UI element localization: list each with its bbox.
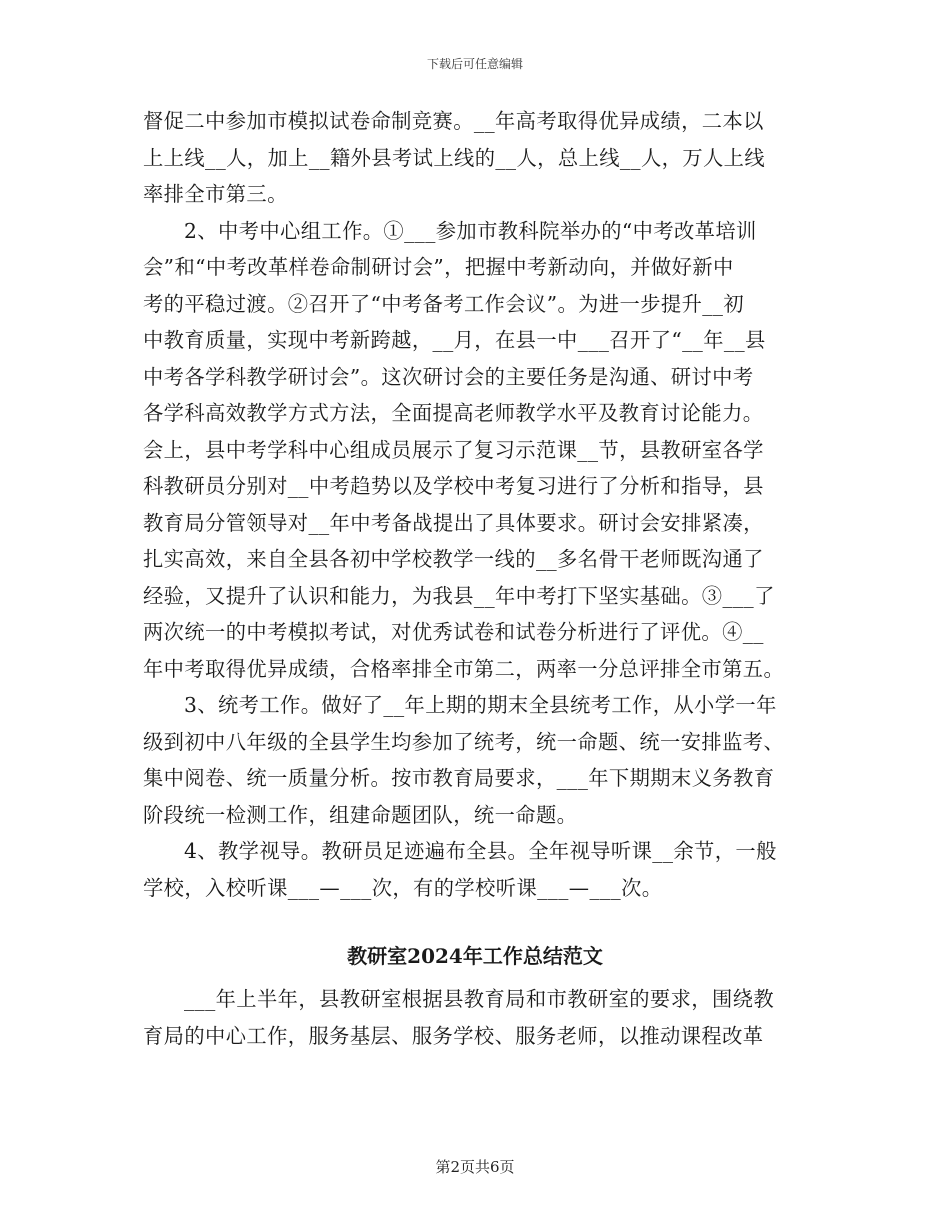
text-line: 扎实高效，来自全县各初中学校教学一线的__多名骨干老师既沟通了	[143, 547, 764, 571]
section-text	[143, 981, 811, 1054]
text-line: 年中考取得优异成绩，合格率排全市第二，两率一分总评排全市第五。	[143, 656, 785, 681]
page-header: 下载后可任意编辑	[426, 57, 523, 71]
text-line: 教育局分管领导对__年中考备战提出了具体要求。研讨会安排紧凑，	[143, 510, 764, 535]
text-line: 会上，县中考学科中心组成员展示了复习示范课__节，县教研室各学	[143, 437, 764, 462]
text-line: 会”和“中考改革样卷命制研讨会”，把握中考新动向，并做好新中	[143, 255, 734, 279]
text-line: 各学科高效教学方式方法，全面提高老师教学水平及教育讨论能力。	[143, 401, 764, 425]
page-footer: 第2页共6页	[435, 1158, 515, 1176]
text-line: 督促二中参加市模拟试卷命制竞赛。__年高考取得优异成绩，二本以	[143, 109, 764, 133]
text-line: 中教育质量，实现中考新跨越，__月，在县一中___召开了“__年__县	[143, 328, 766, 352]
text-line: 集中阅卷、统一质量分析。按市教育局要求，___年下期期末义务教育	[143, 766, 775, 790]
text-line: 考的平稳过渡。②召开了“中考备考工作会议”。为进一步提升__初	[143, 291, 745, 316]
text-line: 学校，入校听课___—___次，有的学校听课___—___次。	[143, 875, 663, 900]
text-line: ___年上半年，县教研室根据县教育局和市教研室的要求，围绕教	[184, 987, 775, 1011]
text-line: 4、教学视导。教研员足迹遍布全县。全年视导听课__余节，一般	[184, 839, 777, 863]
body-text	[143, 103, 811, 906]
text-line: 率排全市第三。	[143, 182, 288, 206]
text-line: 中考各学科教学研讨会”。这次研讨会的主要任务是沟通、研讨中考	[143, 364, 754, 389]
text-line: 两次统一的中考模拟考试，对优秀试卷和试卷分析进行了评优。④__	[143, 620, 764, 644]
section-title: 教研室2024年工作总结范文	[347, 944, 603, 968]
text-line: 科教研员分别对__中考趋势以及学校中考复习进行了分析和指导，县	[143, 474, 764, 498]
text-line: 育局的中心工作，服务基层、服务学校、服务老师，以推动课程改革	[143, 1023, 764, 1048]
text-line: 级到初中八年级的全县学生均参加了统考，统一命题、统一安排监考、	[143, 729, 785, 754]
text-line: 经验，又提升了认识和能力，为我县__年中考打下坚实基础。③___了	[143, 583, 775, 608]
text-line: 上上线__人，加上__籍外县考试上线的__人，总上线__人，万人上线	[143, 145, 766, 170]
text-line: 2、中考中心组工作。①___参加市教科院举办的“中考改革培训	[184, 218, 757, 243]
text-line: 3、统考工作。做好了__年上期的期末全县统考工作，从小学一年	[184, 693, 777, 717]
text-line: 阶段统一检测工作，组建命题团队，统一命题。	[143, 802, 578, 827]
